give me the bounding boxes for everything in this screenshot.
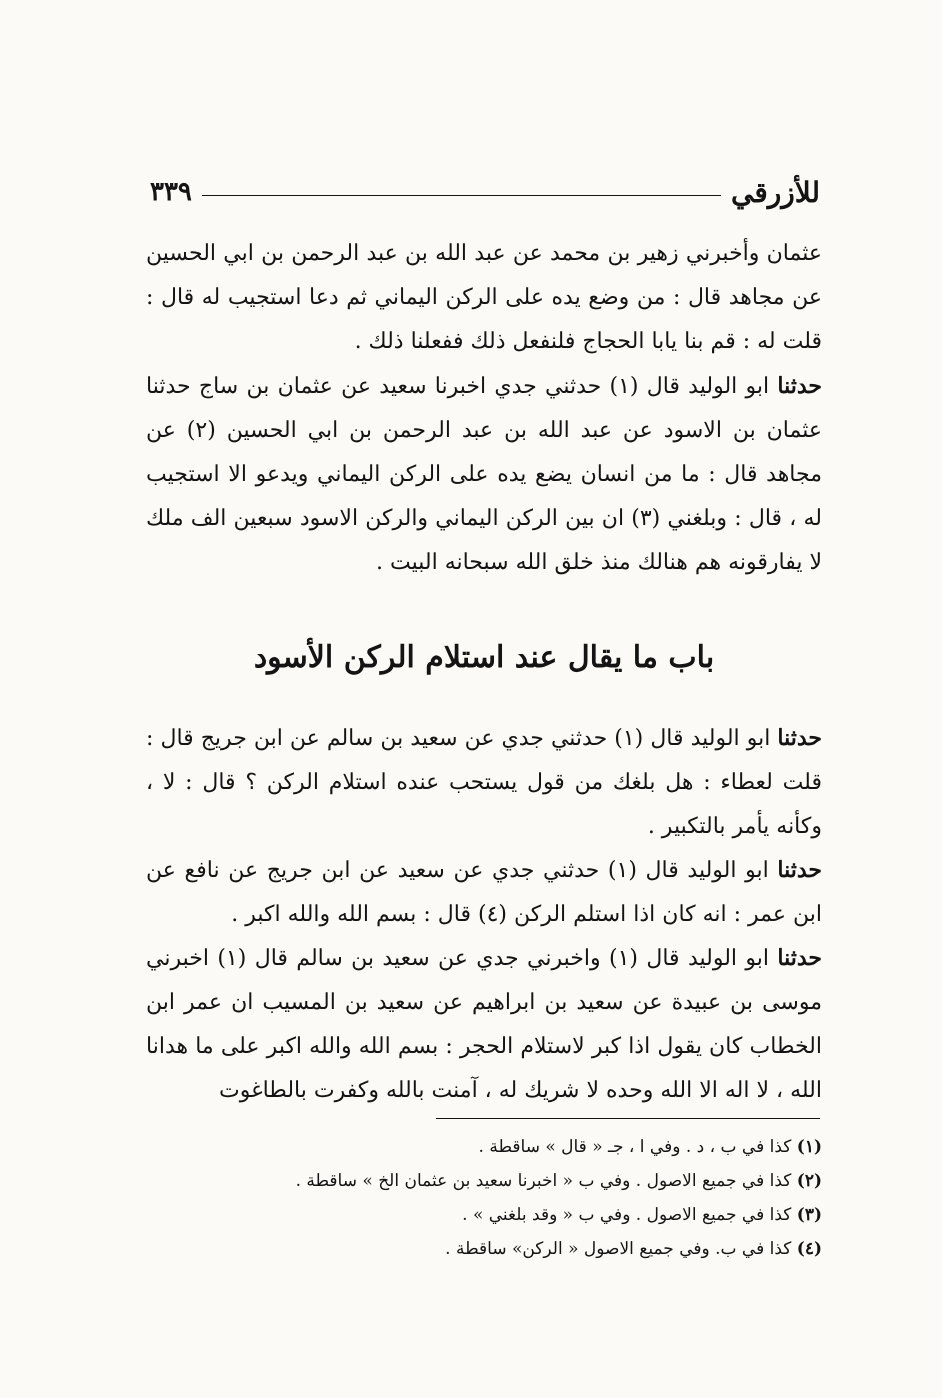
footnote-text: كذا في ب. وفي جميع الاصول « الركن» ساقطة . [445, 1239, 792, 1259]
paragraph-text: عثمان وأخبرني زهير بن محمد عن عبد الله بن عبد الرحمن بن ابي الحسين عن مجاهد قال : من وضع يده على الركن اليماني ثم دعا استجيب له قال : قلت له : قم بنا يابا الحجاج فلنفعل ذلك ففعلنا ذلك . [146, 241, 822, 354]
footnote-mark: (٢) [796, 1171, 822, 1191]
footnote-mark: (٣) [796, 1205, 822, 1225]
paragraph-text: ابو الوليد قال (١) واخبرني جدي عن سعيد بن سالم قال (١) اخبرني موسى بن عبيدة عن سعيد بن ابراهيم عن سعيد بن المسيب ان عمر ابن الخطاب كان يقول اذا كبر لاستلام الحجر : بسم الله والله اكبر على ما هدانا الله ، لا اله الا الله وحده لا شريك له ، آمنت بالله وكفرت بالطاغوت [146, 946, 822, 1103]
paragraph-text: ابو الوليد قال (١) حدثني جدي اخبرنا سعيد عن عثمان بن ساج حدثنا عثمان بن الاسود عن عبد الله بن عبد الرحمن بن ابي الحسين (٢) عن مجاهد قال : ما من انسان يضع يده على الركن اليماني ويدعو الا استجيب له ، قال : وبلغني (٣) ان بين الركن اليماني والركن الاسود سبعين الف ملك لا يفارقونه هم هنالك منذ خلق الله سبحانه البيت . [146, 374, 822, 575]
paragraph-2 [146, 364, 822, 585]
footnote-3 [146, 1198, 822, 1232]
paragraph-head: حدثنا [777, 945, 823, 971]
running-header [150, 172, 820, 212]
section-paragraph-3 [146, 936, 822, 1113]
footnote-mark: (٤) [796, 1239, 822, 1259]
paragraph-text: ابو الوليد قال (١) حدثني جدي عن سعيد بن سالم عن ابن جريج قال : قلت لعطاء : هل بلغك من قول يستحب عنده استلام الركن ؟ قال : لا ، وكأنه يأمر بالتكبير . [146, 726, 822, 839]
section-title: باب ما يقال عند استلام الركن الأسود [253, 640, 715, 675]
section-paragraph-2 [146, 848, 822, 937]
footnote-text: كذا في ب ، د . وفي ا ، جـ « قال » ساقطة . [478, 1137, 792, 1157]
paragraph-text: ابو الوليد قال (١) حدثني جدي عن سعيد عن ابن جريج عن نافع عن ابن عمر : انه كان اذا استلم الركن (٤) قال : بسم الله والله اكبر . [146, 858, 822, 927]
footnote-2 [146, 1164, 822, 1198]
paragraph-head: حدثنا [777, 373, 822, 399]
section-paragraph-1 [146, 716, 822, 849]
book-title: للأزرقي [730, 175, 820, 209]
page-number: ٣٣٩ [150, 177, 192, 207]
paragraph-1 [146, 232, 822, 364]
paragraph-head: حدثنا [777, 725, 822, 751]
footnote-1 [146, 1130, 822, 1164]
footnote-4 [146, 1232, 822, 1266]
footnotes [146, 1130, 822, 1266]
footnote-text: كذا في جميع الاصول . وفي ب « وقد بلغني » . [462, 1205, 792, 1225]
footnote-text: كذا في جميع الاصول . وفي ب « اخبرنا سعيد بن عثمان الخ » ساقطة . [295, 1171, 792, 1191]
header-rule [202, 195, 721, 196]
paragraph-head: حدثنا [777, 857, 822, 883]
footnote-rule [436, 1118, 820, 1119]
footnote-mark: (١) [796, 1137, 822, 1157]
